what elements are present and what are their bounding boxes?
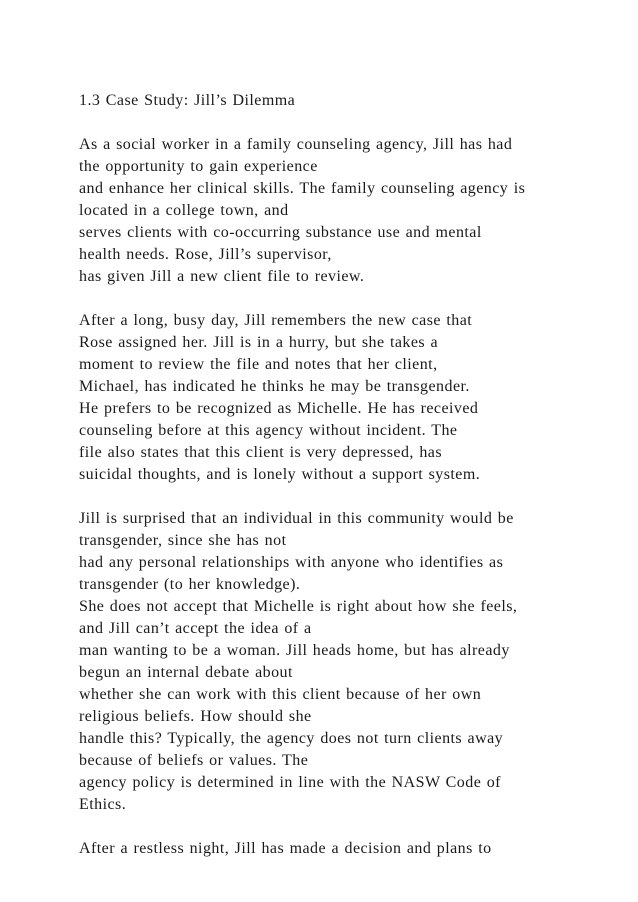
text-line: because of beliefs or values. The xyxy=(79,752,309,769)
text-line: serves clients with co-occurring substance use and mental xyxy=(79,224,482,241)
paragraph-spacer xyxy=(79,112,624,134)
text-line: transgender (to her knowledge). xyxy=(79,576,301,593)
text-line: file also states that this client is very depressed, has xyxy=(79,444,443,461)
text-line: handle this? Typically, the agency does not turn clients away xyxy=(79,730,504,747)
text-line: whether she can work with this client because of her own xyxy=(79,686,482,703)
paragraph-2 xyxy=(79,310,624,486)
paragraph-3 xyxy=(79,508,624,816)
text-line: After a restless night, Jill has made a decision and plans to xyxy=(79,840,492,857)
text-line: and Jill can’t accept the idea of a xyxy=(79,620,312,637)
text-line: Michael, has indicated he thinks he may be transgender. xyxy=(79,378,470,395)
text-line: located in a college town, and xyxy=(79,202,289,219)
text-line: and enhance her clinical skills. The family counseling agency is xyxy=(79,180,526,197)
paragraph-4 xyxy=(79,838,624,860)
text-line: After a long, busy day, Jill remembers the new case that xyxy=(79,312,473,329)
text-line: Jill is surprised that an individual in this community would be xyxy=(79,510,514,527)
text-line: moment to review the file and notes that her client, xyxy=(79,356,438,373)
paragraph-1 xyxy=(79,134,624,288)
text-line: health needs. Rose, Jill’s supervisor, xyxy=(79,246,332,263)
document-heading: 1.3 Case Study: Jill’s Dilemma xyxy=(79,92,296,109)
text-line: counseling before at this agency without incident. The xyxy=(79,422,458,439)
text-line: She does not accept that Michelle is right about how she feels, xyxy=(79,598,518,615)
paragraph-spacer xyxy=(79,288,624,310)
text-line: the opportunity to gain experience xyxy=(79,158,318,175)
text-line: Ethics. xyxy=(79,796,127,813)
text-line: suicidal thoughts, and is lonely without a support system. xyxy=(79,466,481,483)
paragraph-spacer xyxy=(79,486,624,508)
text-line: As a social worker in a family counseling agency, Jill has had xyxy=(79,136,513,153)
paragraph-spacer xyxy=(79,816,624,838)
text-line: religious beliefs. How should she xyxy=(79,708,312,725)
text-line: had any personal relationships with anyone who identifies as xyxy=(79,554,504,571)
text-line: agency policy is determined in line with the NASW Code of xyxy=(79,774,501,791)
text-line: transgender, since she has not xyxy=(79,532,287,549)
text-line: man wanting to be a woman. Jill heads home, but has already xyxy=(79,642,510,659)
text-line: He prefers to be recognized as Michelle. He has received xyxy=(79,400,479,417)
text-line: has given Jill a new client file to review. xyxy=(79,268,365,285)
text-line: Rose assigned her. Jill is in a hurry, but she takes a xyxy=(79,334,439,351)
text-line: begun an internal debate about xyxy=(79,664,293,681)
document-body xyxy=(79,90,624,860)
